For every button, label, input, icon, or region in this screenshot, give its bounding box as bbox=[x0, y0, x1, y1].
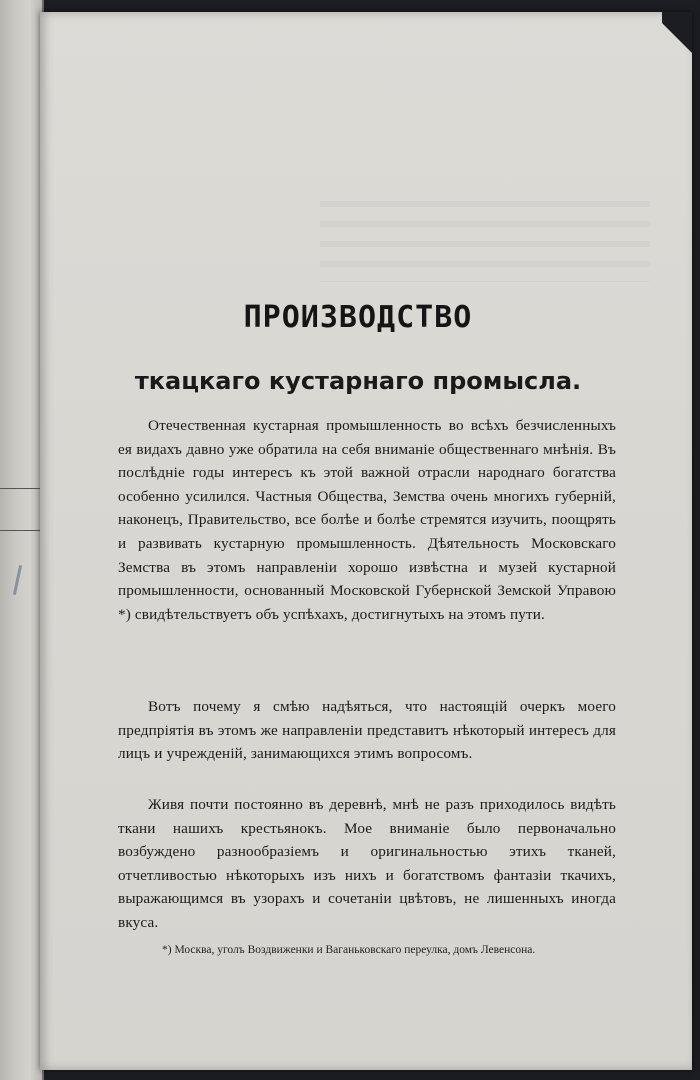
book-page bbox=[40, 12, 692, 1070]
footnote: *) Москва, уголъ Воздвиженки и Ваганьковскаго переулка, домъ Левенсона. bbox=[162, 944, 536, 956]
body-paragraph-1: Отечественная кустарная промышленность во всѣхъ безчисленныхъ ея видахъ давно уже обратила на себя вниманіе общественнаго мнѣнія. Въ послѣдніе годы интересъ къ этой важной отрасли народнаго богатства особенно усилился. Частныя Общества, Земства очень многихъ губерній, наконецъ, Правительство, все болѣе и болѣе стремятся изучить, поощрять и развивать кустарную промышленность. Дѣятельность Московскаго Земства въ этомъ направленіи хорошо извѣстна и музей кустарной промышленности, основанный Московской Губернской Земской Управою *) свидѣтельствуетъ объ успѣхахъ, достигнутыхъ на этомъ пути. bbox=[118, 417, 616, 623]
page-heading: ПРОИЗВОДСТВО bbox=[243, 300, 473, 335]
page-subheading: ткацкаго кустарнаго промысла. bbox=[134, 367, 582, 395]
pencil-mark bbox=[13, 565, 22, 595]
body-paragraph-2: Вотъ почему я смѣю надѣяться, что настоящій очеркъ моего предпріятія въ этомъ же направленіи представитъ нѣкоторый интересъ для лицъ и учрежденій, занимающихся этимъ вопросомъ. bbox=[118, 698, 616, 763]
page-corner bbox=[662, 12, 692, 72]
left-page-rule bbox=[0, 488, 40, 489]
left-page-rule bbox=[0, 530, 40, 531]
show-through-text bbox=[320, 187, 650, 282]
body-paragraph-3: Живя почти постоянно въ деревнѣ, мнѣ не разъ приходилось видѣть ткани нашихъ крестьянокъ. Мое вниманіе было первоначально возбуждено разнообразіемъ и оригинальностью этихъ тканей, отчетливостью нѣкоторыхъ изъ нихъ и богатствомъ фантазіи ткачихъ, выражающимся въ узорахъ и сочетаніи цвѣтовъ, не лишенныхъ иногда вкуса. bbox=[118, 796, 616, 931]
left-page-edge bbox=[0, 0, 44, 1080]
